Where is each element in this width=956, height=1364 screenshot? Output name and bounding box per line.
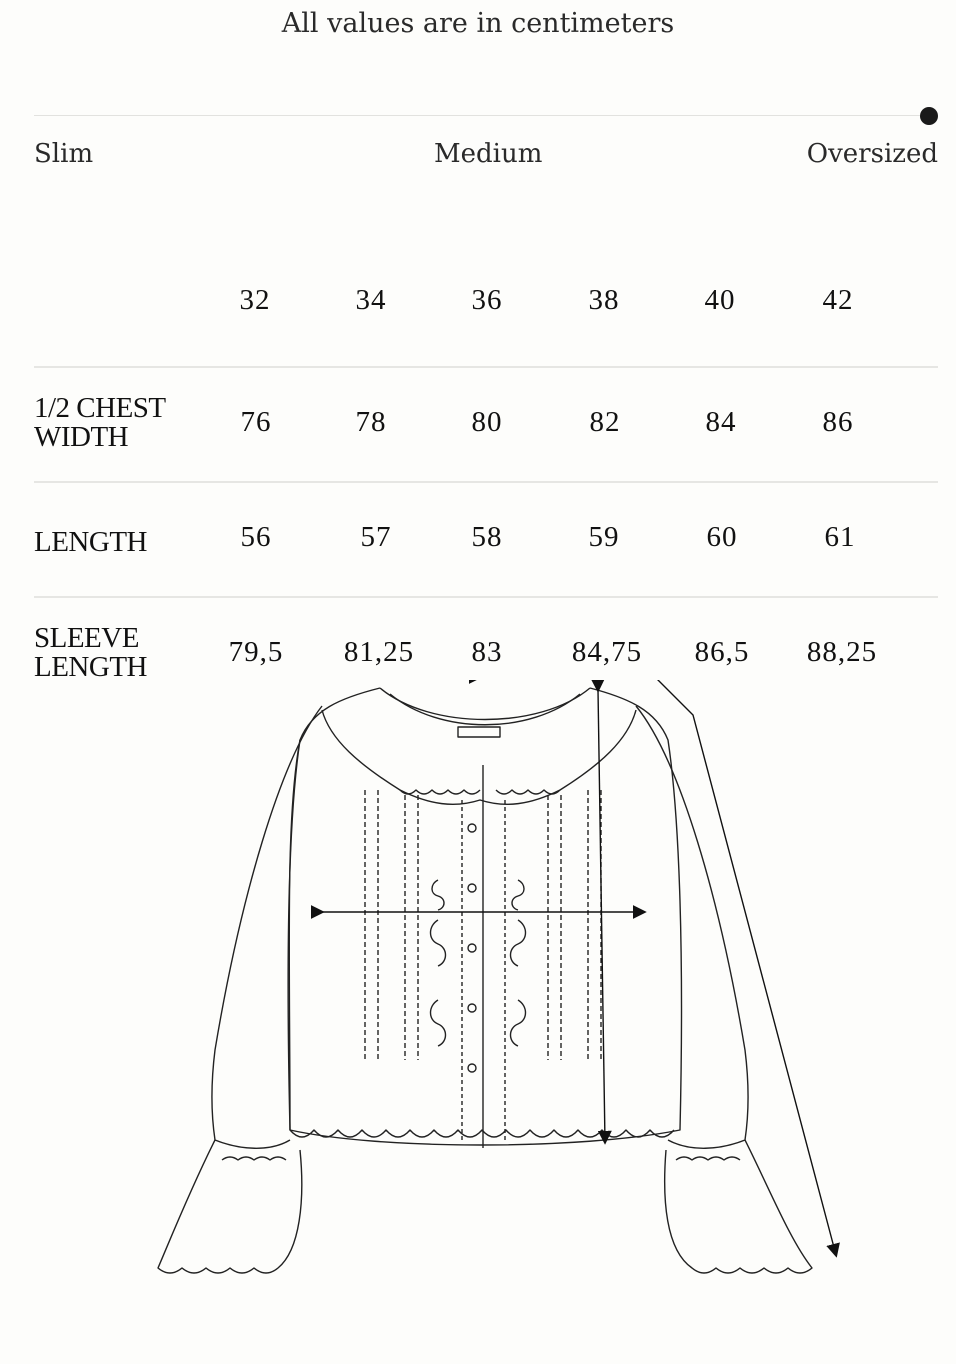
table-cell: 81,25 bbox=[343, 636, 415, 668]
left-cuff bbox=[158, 1140, 302, 1273]
size-header-row bbox=[34, 270, 938, 366]
units-note: All values are in centimeters bbox=[281, 8, 675, 39]
blouse-hem bbox=[290, 1130, 674, 1137]
table-cell: 76 bbox=[240, 406, 272, 438]
table-row-length bbox=[34, 481, 938, 596]
table-cell: 88,25 bbox=[806, 636, 878, 668]
fit-label-slim: Slim bbox=[34, 139, 94, 169]
blouse-left-sleeve bbox=[212, 706, 322, 1148]
table-cell: 86,5 bbox=[694, 636, 750, 668]
table-cell: 59 bbox=[588, 521, 620, 553]
sleeve-length-arrow bbox=[480, 680, 836, 1255]
button-icon bbox=[468, 884, 476, 892]
size-header: 42 bbox=[822, 284, 854, 316]
size-header: 38 bbox=[588, 284, 620, 316]
row-label: SLEEVE LENGTH bbox=[34, 622, 147, 683]
table-cell: 78 bbox=[355, 406, 387, 438]
size-header: 34 bbox=[355, 284, 387, 316]
table-cell: 83 bbox=[471, 636, 503, 668]
fit-label-medium: Medium bbox=[434, 139, 543, 169]
blouse-body-outline bbox=[288, 688, 681, 1145]
fit-scale-indicator bbox=[920, 107, 938, 125]
button-icon bbox=[468, 824, 476, 832]
button-icon bbox=[468, 944, 476, 952]
size-header: 40 bbox=[704, 284, 736, 316]
size-chart-table bbox=[34, 270, 938, 711]
table-cell: 56 bbox=[240, 521, 272, 553]
fit-scale bbox=[34, 113, 938, 173]
button-icon bbox=[468, 1004, 476, 1012]
blouse-neckline bbox=[380, 688, 590, 720]
table-cell: 61 bbox=[824, 521, 856, 553]
table-cell: 86 bbox=[822, 406, 854, 438]
table-cell: 60 bbox=[706, 521, 738, 553]
fit-label-oversized: Oversized bbox=[806, 139, 938, 169]
table-cell: 79,5 bbox=[228, 636, 284, 668]
row-label: LENGTH bbox=[34, 526, 147, 558]
right-cuff bbox=[665, 1140, 812, 1273]
blouse-technical-drawing-icon bbox=[150, 680, 850, 1340]
table-cell: 57 bbox=[360, 521, 392, 553]
table-cell: 82 bbox=[589, 406, 621, 438]
blouse-right-sleeve bbox=[636, 706, 748, 1148]
table-cell: 84,75 bbox=[571, 636, 643, 668]
table-cell: 58 bbox=[471, 521, 503, 553]
table-cell: 84 bbox=[705, 406, 737, 438]
fit-scale-track bbox=[34, 115, 922, 116]
size-header: 32 bbox=[239, 284, 271, 316]
size-header: 36 bbox=[471, 284, 503, 316]
neck-label bbox=[458, 727, 500, 737]
table-cell: 80 bbox=[471, 406, 503, 438]
button-icon bbox=[468, 1064, 476, 1072]
row-label: 1/2 CHEST WIDTH bbox=[34, 392, 166, 453]
table-row-chest-width bbox=[34, 366, 938, 481]
